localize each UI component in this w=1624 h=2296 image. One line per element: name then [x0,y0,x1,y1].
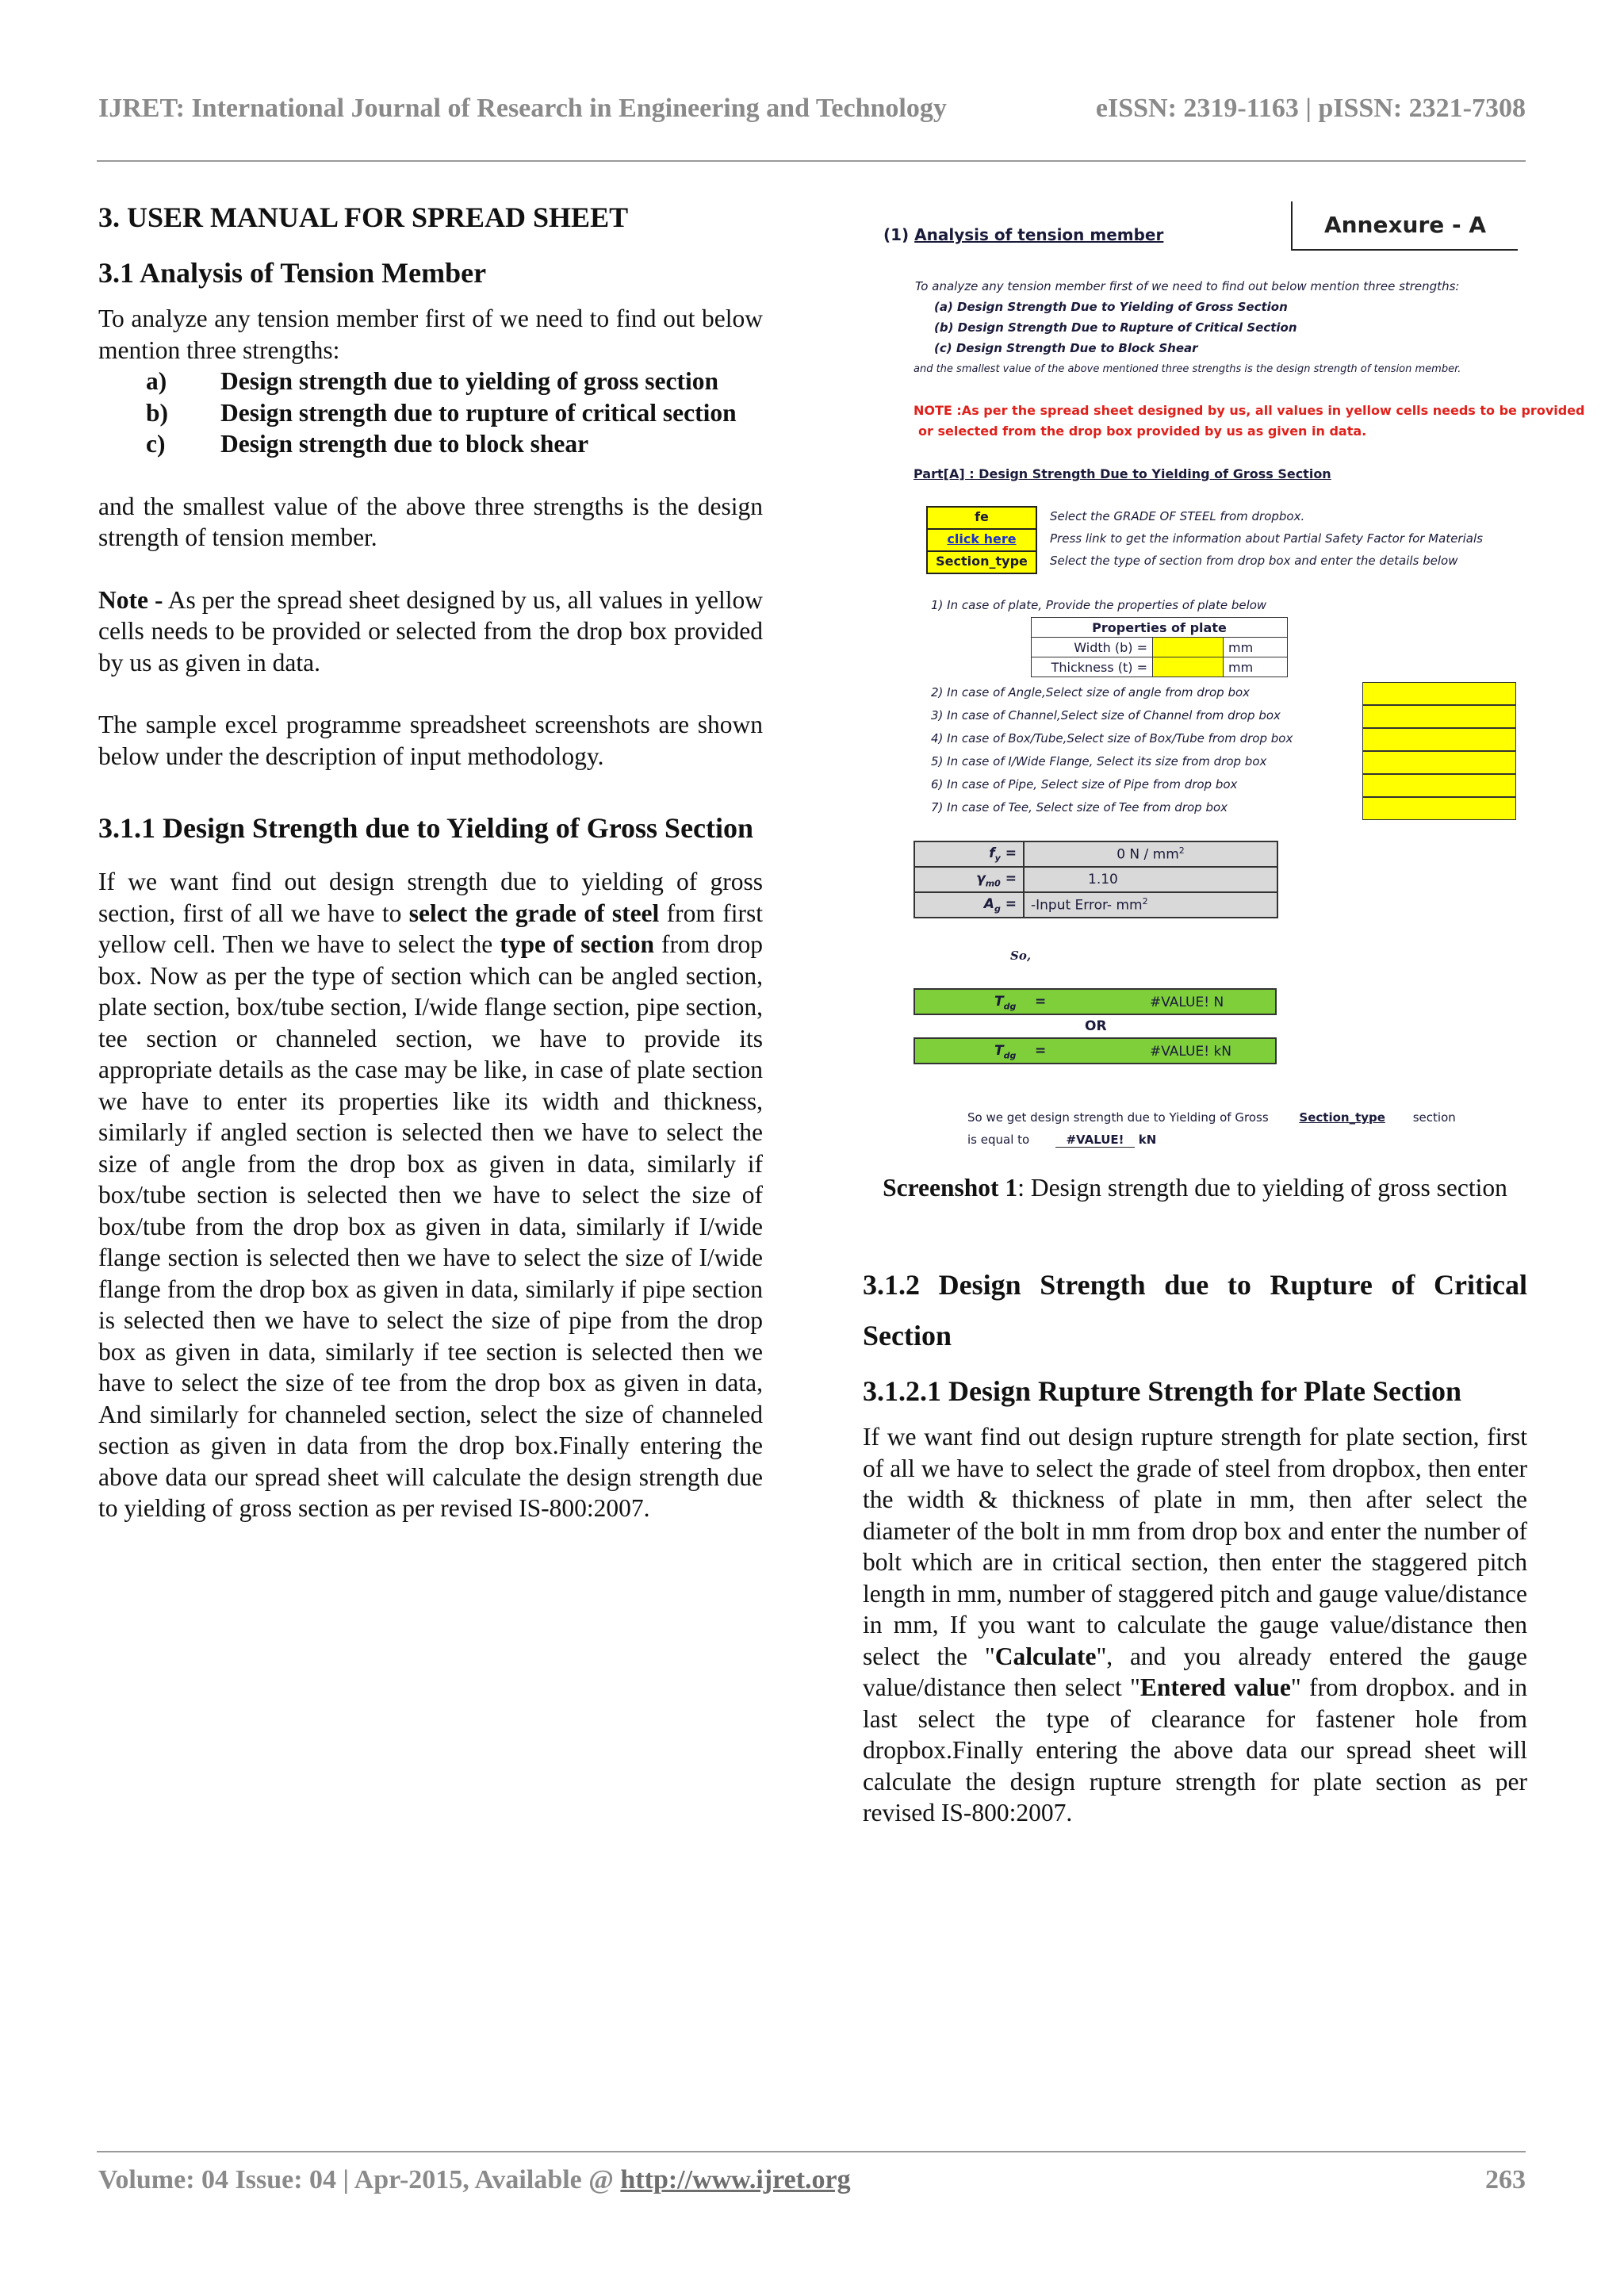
cell-desc: Press link to get the information about Partial Safety Factor for Materials [1050,531,1483,546]
screenshot-item: (b) Design Strength Due to Rupture of Critical Section [934,320,1297,335]
pipe-dropdown[interactable] [1362,774,1516,797]
footer-rule [97,2151,1526,2152]
spreadsheet-screenshot [875,197,1585,1166]
so-label: So, [1010,949,1032,963]
left-column [98,200,763,1555]
footer-volume: Volume: 04 Issue: 04 | Apr-2015, Available @ http://www.ijret.org [98,2165,851,2194]
screenshot-intro: To analyze any tension member first of we need to find out below mention three strengths: [915,279,1460,293]
width-input[interactable] [1153,638,1224,657]
list-item: b) Design strength due to rupture of critical section [146,398,737,427]
figure-caption: Screenshot 1: Design strength due to yielding of gross section [883,1174,1507,1202]
screenshot-title: (1) Analysis of tension member [883,225,1164,244]
screenshot-note: or selected from the drop box provided by us as given in data. [918,424,1367,439]
click-here-link[interactable]: click here [947,531,1017,546]
subsubsection-heading: 3.1.2 Design Strength due to Rupture of Critical Section [863,1269,1527,1351]
journal-link[interactable]: http://www.ijret.org [620,2165,851,2194]
issn: eISSN: 2319-1163 | pISSN: 2321-7308 [1095,94,1526,123]
cell-desc: Select the GRADE OF STEEL from dropbox. [1050,509,1305,523]
strengths-list [98,366,763,460]
smallest-paragraph: and the smallest value of the above three strengths is the design strength of tension member. [98,492,763,551]
case-line: 6) In case of Pipe, Select size of Pipe from drop box [931,777,1238,792]
angle-dropdown[interactable] [1362,682,1516,705]
result-line: So we get design strength due to Yielding of Gross Section_type section [967,1110,1456,1125]
list-item: a) Design strength due to yielding of gross section [146,367,718,395]
subsubsubsection-heading: 3.1.2.1 Design Rupture Strength for Plate Section [863,1375,1461,1407]
plate-instruction: 1) In case of plate, Provide the properties of plate below [931,598,1267,612]
part-a-heading: Part[A] : Design Strength Due to Yielding of Gross Section [914,466,1331,481]
case-line: 4) In case of Box/Tube,Select size of Box/Tube from drop box [931,731,1293,746]
page-header [98,94,1526,124]
section-heading: 3. USER MANUAL FOR SPREAD SHEET [98,201,629,233]
case-line: 3) In case of Channel,Select size of Channel from drop box [931,708,1281,723]
intro-paragraph: To analyze any tension member first of we need to find out below mention three strengths: [98,305,763,364]
case-line: 5) In case of I/Wide Flange, Select its size from drop box [931,754,1267,769]
screenshot-item: (a) Design Strength Due to Yielding of Gross Section [934,300,1288,314]
channel-dropdown[interactable] [1362,705,1516,728]
thickness-input[interactable] [1153,657,1224,677]
list-item: c) Design strength due to block shear [146,430,589,458]
yielding-paragraph: If we want find out design strength due to yielding of gross section, first of all we have to select the grade of steel from first yellow cell. Then we have to select the type of section from drop box. Now as per the type of section which can be angled section, plate section, box/tube section, I/wide flange section, pipe section, tee section or channeled section, we have to provide its appropriate details as the case may be like, in case of plate section we have to enter its properties like its width and thickness, similarly if angled section is selected then we have to select the size of angle from the drop box as given in data, similarly if box/tube section is selected then we have to select the size of box/tube from the drop box as given in data, similarly if I/wide flange section is selected then we have to select the size of I/wide flange from the drop box as given in data, similarly if pipe section is selected then we have to select the size of pipe from the drop box as given in data, similarly if tee section is selected then we have to select the size of tee from the drop box as given in data, And similarly for channeled section, select the size of channeled section as given in data from the drop box.Finally entering the above data our spread sheet will calculate the design strength due to yielding of gross section as per revised IS-800:2007. [98,868,763,1522]
or-label: OR [1085,1018,1107,1034]
annexure-label: Annexure - A [1291,201,1518,251]
journal-title: IJRET: International Journal of Research in Engineering and Technology [98,94,947,123]
tee-dropdown[interactable] [1362,797,1516,820]
plate-properties-table: Properties of plate Width (b) = mm Thickness (t) = mm [1031,617,1288,677]
case-line: 7) In case of Tee, Select size of Tee from drop box [931,800,1228,815]
box-tube-dropdown[interactable] [1362,728,1516,751]
cell-desc: Select the type of section from drop box and enter the details below [1050,554,1458,568]
right-column [863,1259,1527,1860]
sample-paragraph: The sample excel programme spreadsheet screenshots are shown below under the description of input methodology. [98,711,763,770]
page-footer [98,2165,1526,2195]
screenshot-smallest: and the smallest value of the above mentioned three strengths is the design strength of tension member. [914,363,1461,375]
subsection-heading: 3.1 Analysis of Tension Member [98,257,487,289]
grade-cell[interactable]: fe [926,506,1037,530]
section-type-cell[interactable]: Section_type [926,550,1037,574]
psf-link-cell[interactable] [926,528,1037,552]
screenshot-item: (c) Design Strength Due to Block Shear [934,341,1198,355]
result-line: is equal to #VALUE! kN [967,1133,1157,1147]
note-text: As per the spread sheet designed by us, all values in yellow cells needs to be provided or selected from the drop box provided by us as given in data. [98,585,763,677]
subsubsection-heading: 3.1.1 Design Strength due to Yielding of Gross Section [98,812,754,844]
case-line: 2) In case of Angle,Select size of angle from drop box [931,685,1251,700]
note-label: Note - [98,585,163,614]
screenshot-note: NOTE :As per the spread sheet designed by us, all values in yellow cells needs to be provided [914,403,1585,418]
note-paragraph [98,585,763,679]
tdg-kn-result: $T_{dg}$ = #VALUE! kN [914,1037,1277,1064]
results-table: $f_y$ = 0 N / $mm^2$ $\gamma_{m0}$ = 1.10 $A_g$ = -Input Error- $mm^2$ [914,841,1278,918]
header-rule [97,160,1526,162]
rupture-paragraph: If we want find out design rupture strength for plate section, first of all we have to select the grade of steel from dropbox, then enter the width & thickness of plate in mm, then after select the diameter of the bolt in mm from drop box and enter the number of bolt which are in critical section, then enter the staggered pitch length in mm, number of staggered pitch and gauge value/distance in mm, If you want to calculate the gauge value/distance then select the "Calculate", and you already entered the gauge value/distance then select "Entered value" from dropbox. and in last select the type of clearance for fastener hole from dropbox.Finally entering the above data our spread sheet will calculate the design rupture strength for plate section as per revised IS-800:2007. [863,1423,1528,1826]
page-number: 263 [1485,2165,1526,2194]
tdg-n-result: $T_{dg}$ = #VALUE! N [914,988,1277,1015]
iflange-dropdown[interactable] [1362,751,1516,774]
